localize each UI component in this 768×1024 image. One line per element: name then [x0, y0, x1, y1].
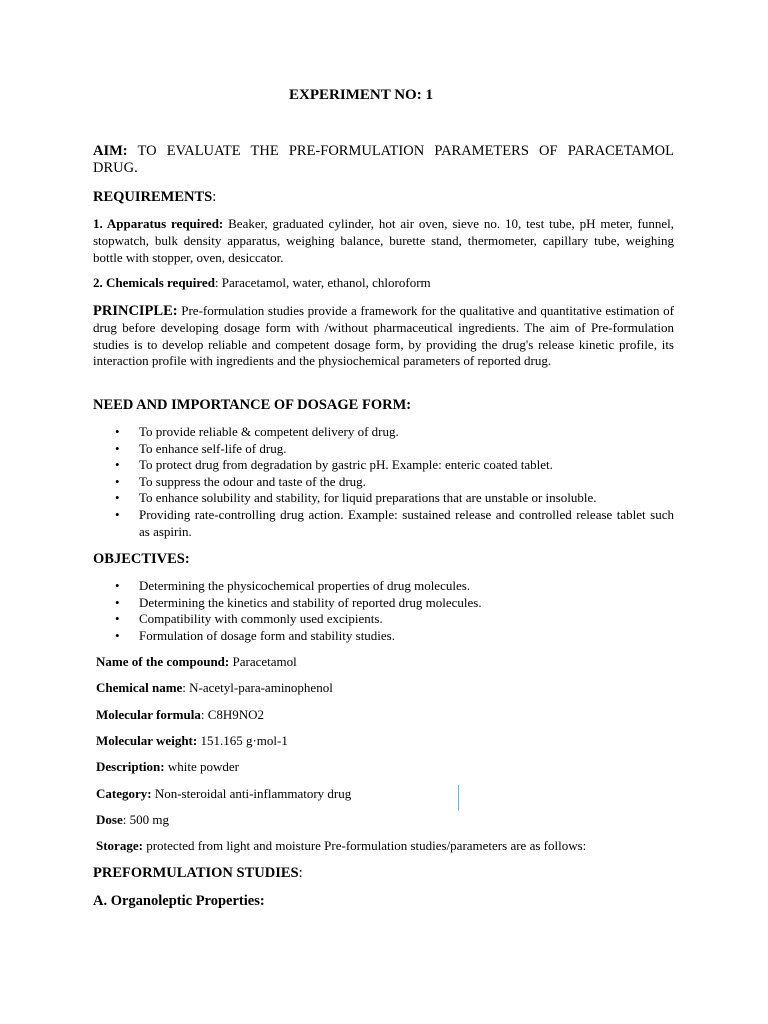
need-list: [93, 424, 674, 540]
description-row: Description: white powder: [96, 759, 239, 774]
chemicals-label: 2. Chemicals required: [93, 275, 215, 290]
list-item: • Providing rate-controlling drug action. Example: sustained release and controlled release tablet such as aspirin.: [93, 507, 674, 540]
molecular-weight-row: Molecular weight: 151.165 g·mol-1: [96, 733, 288, 748]
aim-text: TO EVALUATE THE PRE-FORMULATION PARAMETERS OF PARACETAMOL DRUG.: [93, 143, 674, 176]
category-row: Category: Non-steroidal anti-inflammatory drug: [96, 786, 352, 801]
principle-paragraph: [93, 303, 674, 370]
need-heading: NEED AND IMPORTANCE OF DOSAGE FORM:: [93, 397, 412, 413]
storage-row: Storage: protected from light and moisture Pre-formulation studies/parameters are as follows:: [96, 838, 587, 853]
chemicals-paragraph: [93, 275, 674, 292]
list-item: • To enhance solubility and stability, for liquid preparations that are unstable or insoluble.: [93, 490, 674, 507]
list-item: • To provide reliable & competent delivery of drug.: [93, 424, 674, 441]
aim-paragraph: [93, 143, 674, 177]
principle-label: PRINCIPLE:: [93, 303, 178, 319]
experiment-title: EXPERIMENT NO: 1: [289, 87, 433, 103]
chemical-name-row: Chemical name: N-acetyl-para-aminophenol: [96, 680, 333, 695]
requirements-heading: REQUIREMENTS:: [93, 189, 217, 205]
chemicals-text: : Paracetamol, water, ethanol, chloroform: [214, 275, 431, 290]
dose-row: Dose: 500 mg: [96, 812, 169, 827]
organoleptic-heading: A. Organoleptic Properties:: [93, 893, 265, 909]
apparatus-label: 1. Apparatus required:: [93, 216, 224, 231]
list-item: • To suppress the odour and taste of the drug.: [93, 474, 674, 491]
preformulation-heading: PREFORMULATION STUDIES:: [93, 865, 303, 881]
list-item: • Formulation of dosage form and stability studies.: [93, 628, 674, 645]
molecular-formula-row: Molecular formula: C8H9NO2: [96, 707, 265, 722]
list-item: • Determining the physicochemical properties of drug molecules.: [93, 578, 674, 595]
principle-text: Pre-formulation studies provide a framework for the qualitative and quantitative estimation of drug before developing dosage form with /without pharmaceutical ingredients. The aim of Pre-formulation studies is to develop reliable and competent dosage form, by providing the drug's release kinetic profile, its interaction profile with ingredients and the physiochemical parameters of reported drug.: [93, 303, 674, 369]
aim-label: AIM:: [93, 143, 128, 159]
list-item: • Determining the kinetics and stability of reported drug molecules.: [93, 595, 674, 612]
text-cursor: [458, 785, 459, 811]
requirements-label: REQUIREMENTS: [93, 189, 213, 205]
objectives-heading: OBJECTIVES:: [93, 551, 190, 567]
compound-name-row: Name of the compound: Paracetamol: [96, 654, 297, 669]
apparatus-text: Beaker, graduated cylinder, hot air oven, sieve no. 10, test tube, pH meter, funnel, stopwatch, bulk density apparatus, weighing balance, burette stand, thermometer, capillary tube, weighing bottle with stopper, oven, desiccator.: [93, 216, 674, 265]
list-item: • Compatibility with commonly used excipients.: [93, 611, 674, 628]
list-item: • To protect drug from degradation by gastric pH. Example: enteric coated tablet.: [93, 457, 674, 474]
apparatus-paragraph: [93, 216, 674, 266]
list-item: • To enhance self-life of drug.: [93, 441, 674, 458]
objectives-list: [93, 578, 674, 644]
